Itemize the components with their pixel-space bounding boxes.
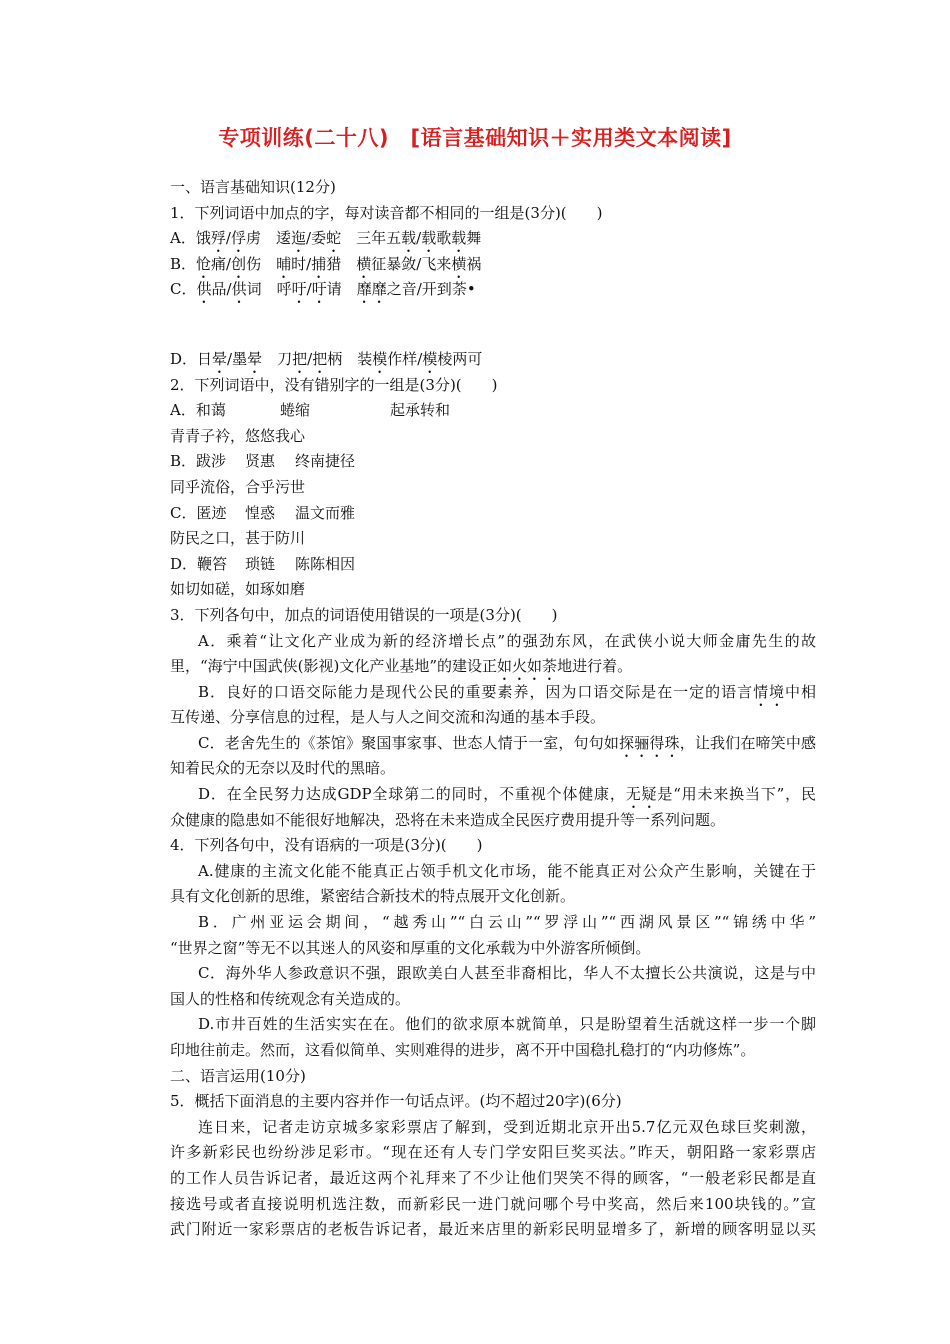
question-3-option-c: C．老舍先生的《茶馆》聚国事家事、世态人情于一室，句句如探骊得珠，让我们在啼笑中感 — [198, 733, 816, 752]
passage-line-5: 武门附近一家彩票店的老板告诉记者，最近来店里的新彩民明显增多了，新增的顾客明显以买 — [170, 1220, 816, 1239]
question-4-option-d: D.市井百姓的生活实实在在。他们的欲求原本就简单，只是盼望着生活就这样一步一个脚 — [198, 1015, 816, 1034]
question-3-option-d-line2: 众健康的隐患如不能很好地解决，恐将在未来造成全民医疗费用提升等一系列问题。 — [170, 810, 726, 829]
section-heading-1: 一、语言基础知识(12分) — [170, 178, 336, 196]
question-1-option-b: B．怆痛/创伤 晡时/捕猎 横征暴敛/飞来横祸 — [170, 254, 482, 273]
question-2-option-d-line2: 如切如磋，如琢如磨 — [170, 580, 306, 599]
question-4-option-a-line2: 具有文化创新的思维，紧密结合新技术的特点展开文化创新。 — [170, 887, 576, 906]
question-1-option-a: A．饿殍/俘虏 逶迤/委蛇 三年五载/载歌载舞 — [170, 229, 482, 248]
question-3-option-b-line2: 互传递、分享信息的过程，是人与人之间交流和沟通的基本手段。 — [170, 708, 606, 727]
question-4-stem: 4．下列各句中，没有语病的一项是(3分)( ) — [170, 836, 483, 855]
passage-line-1: 连日来，记者走访京城多家彩票店了解到，受到近期北京开出5.7亿元双色球巨奖刺激， — [198, 1117, 816, 1136]
question-4-option-d-line2: 印地往前走。然而，这看似简单、实则难得的进步，离不开中国稳扎稳打的“内功修炼”。 — [170, 1041, 756, 1059]
page-title: 专项训练(二十八) [语言基础知识＋实用类文本阅读] — [218, 126, 732, 150]
question-3-option-a-line2: 里，“海宁中国武侠(影视)文化产业基地”的建设正如火如荼地进行着。 — [170, 657, 633, 676]
question-3-option-a: A．乘着“让文化产业成为新的经济增长点”的强劲东风，在武侠小说大师金庸先生的故 — [198, 631, 816, 650]
question-3-stem: 3．下列各句中，加点的词语使用错误的一项是(3分)( ) — [170, 605, 558, 624]
question-2-option-b-line2: 同乎流俗，合乎污世 — [170, 477, 306, 496]
blank-gap — [170, 303, 816, 347]
question-3-option-b: B．良好的口语交际能力是现代公民的重要素养，因为口语交际是在一定的语言情境中相 — [198, 682, 816, 701]
passage-line-3: 的工作人员告诉记者，最近这两个礼拜来了不少让他们哭笑不得的顾客，“一般老彩民都是直 — [170, 1168, 816, 1187]
question-3-option-c-line2: 知着民众的无奈以及时代的黑暗。 — [170, 759, 396, 778]
question-2-option-a-line2: 青青子衿，悠悠我心 — [170, 426, 306, 445]
question-1-option-c: C．供品/供词 呼吁/吁请 靡靡之音/开到荼• — [170, 280, 476, 299]
question-5-stem: 5．概括下面消息的主要内容并作一句话点评。(均不超过20字)(6分) — [170, 1092, 622, 1111]
question-4-option-b-line2: “世界之窗”等无不以其迷人的风姿和厚重的文化承载为中外游客所倾倒。 — [170, 938, 651, 957]
question-4-option-c-line2: 国人的性格和传统观念有关造成的。 — [170, 989, 411, 1008]
question-2-option-d: D．鞭笞 琐链 陈陈相因 — [170, 554, 356, 573]
question-4-option-b: B．广州亚运会期间，“越秀山”“白云山”“罗浮山”“西湖风景区”“锦绣中华” — [198, 913, 816, 932]
document-body — [170, 175, 816, 1243]
question-2-option-b: B．跋涉 贤惠 终南捷径 — [170, 452, 356, 471]
question-2-option-c-line2: 防民之口，甚于防川 — [170, 529, 306, 548]
section-heading-2: 二、语言运用(10分) — [170, 1066, 306, 1085]
passage-line-2: 许多新彩民也纷纷涉足彩市。“现在还有人专门学安阳巨奖买法。”昨天，朝阳路一家彩票店 — [170, 1143, 816, 1162]
question-2-stem: 2．下列词语中，没有错别字的一组是(3分)( ) — [170, 375, 498, 394]
question-2-option-a: A．和蔼 蜷缩 起承转和 — [170, 401, 451, 420]
question-3-option-d: D．在全民努力达成GDP全球第二的同时，不重视个体健康，无疑是“用未来换当下”，民 — [198, 785, 816, 804]
question-2-option-c: C．匿迹 惶惑 温文而雅 — [170, 503, 356, 522]
question-1-option-d: D．日晕/墨晕 刀把/把柄 装模作样/模棱两可 — [170, 349, 483, 368]
question-1-stem: 1．下列词语中加点的字，每对读音都不相同的一组是(3分)( ) — [170, 203, 603, 222]
question-4-option-a: A.健康的主流文化能不能真正占领手机文化市场，能不能真正对公众产生影响，关键在于 — [198, 861, 816, 880]
question-4-option-c: C．海外华人参政意识不强，跟欧美白人甚至非裔相比，华人不太擅长公共演说，这是与中 — [198, 964, 816, 983]
passage-line-4: 接选号或者直接说明机选注数，而新彩民一进门就问哪个号中奖高，然后来100块钱的。”宣 — [170, 1194, 816, 1213]
